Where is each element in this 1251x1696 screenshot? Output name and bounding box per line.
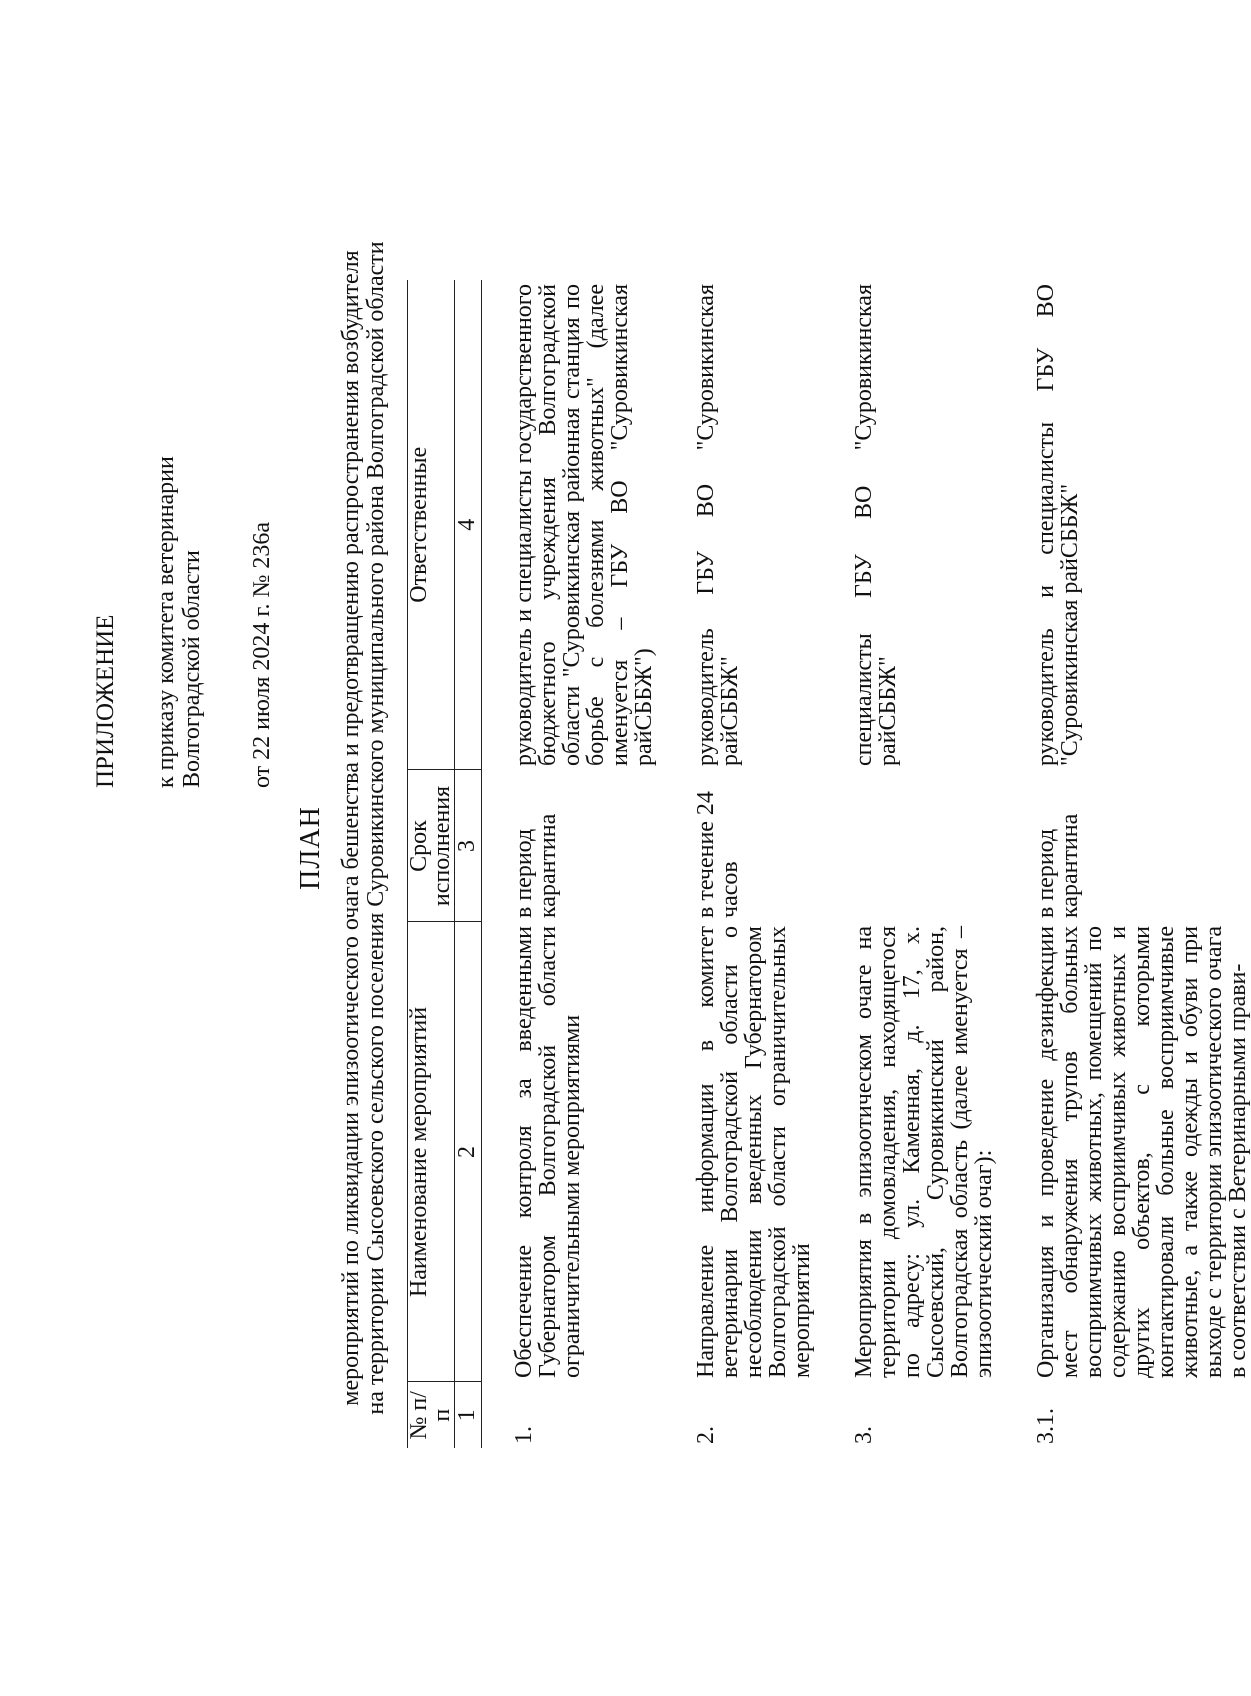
row-number: 3.1. [1033, 1408, 1059, 1444]
row-term: в период карантина [1033, 813, 1083, 918]
annex-line-2: Волгоградской области [179, 550, 205, 788]
row-responsible: специалисты ГБУ ВО "Суровикинская райСББЖ" [851, 284, 901, 766]
row-responsible: руководитель ГБУ ВО "Суровикинская райСББЖ" [693, 284, 743, 766]
table-header-row [408, 280, 455, 1448]
row-responsible: руководитель и специалисты ГБУ ВО "Суровикинская райСББЖ" [1033, 284, 1083, 766]
annex-block [93, 456, 275, 788]
annex-date: от 22 июля 2024 г. № 236а [249, 521, 275, 788]
header-term-index: 3 [455, 770, 482, 922]
plan-subtitle [339, 213, 389, 1443]
row-term: в период карантина [511, 813, 561, 918]
header-term: Срок исполнения [408, 770, 455, 922]
annex-line-1: к приказу комитета ветеринарии [153, 456, 179, 788]
header-number-index: 1 [455, 1382, 482, 1448]
row-name: Организация и проведение дезинфекции мест обнаружения трупов больных восприимчивых животных, помещений по содержанию восприимчивых животных и других объектов, с которыми контактировали больные восприимчивые животные, а также одежды и обуви при выходе с территории эпизоотического очага в соответствии с Ветеринарными прави- [1033, 926, 1251, 1378]
row-number: 3. [851, 1426, 877, 1444]
row-name: Направление информации в комитет ветеринарии Волгоградской области о несоблюдении введенных Губернатором Волгоградской области ограничительных мероприятий [693, 926, 815, 1378]
header-number: № п/п [408, 1382, 455, 1448]
plan-subtitle-line-1: мероприятий по ликвидации эпизоотического очага бешенства и предотвращению распространения возбудителя [338, 250, 364, 1406]
annex-title: ПРИЛОЖЕНИЕ [92, 614, 119, 788]
rotated-sheet [45, 48, 1251, 1648]
table-row [1034, 280, 1250, 1448]
row-responsible: руководитель и специалисты государственного бюджетного учреждения Волгоградской области "Суровикинская районная станция по борьбе с болезнями животных" (далее именуется – ГБУ ВО "Суровикинская райСББЖ") [511, 284, 657, 766]
plan-title: ПЛАН [295, 806, 326, 890]
row-term: в течение 24 часов [693, 791, 743, 918]
row-number: 1. [511, 1426, 537, 1444]
row-name: Мероприятия в эпизоотическом очаге на территории домовладения, находящегося по адресу: ул. Каменная, д. 17, х. Сысоевский, Суровикинский район, Волгоградская область (далее именуется – эпизоотический очаг): [851, 926, 997, 1378]
header-name: Наименование мероприятий [408, 922, 455, 1382]
header-name-index: 2 [455, 922, 482, 1382]
row-number: 2. [693, 1426, 719, 1444]
table-header-numbers [455, 280, 482, 1448]
row-name: Обеспечение контроля за введенными Губернатором Волгоградской области ограничительными мероприятиями [511, 926, 585, 1378]
plan-subtitle-line-2: на территории Сысоевского сельского поселения Суровикинского муниципального района Волгоградской области [363, 241, 389, 1415]
table-row [694, 280, 814, 1448]
header-responsible: Ответственные [408, 280, 455, 770]
row-term [852, 770, 996, 922]
plan-table [407, 280, 1250, 1448]
table-row [852, 280, 996, 1448]
table-row [512, 280, 656, 1448]
header-responsible-index: 4 [455, 280, 482, 770]
